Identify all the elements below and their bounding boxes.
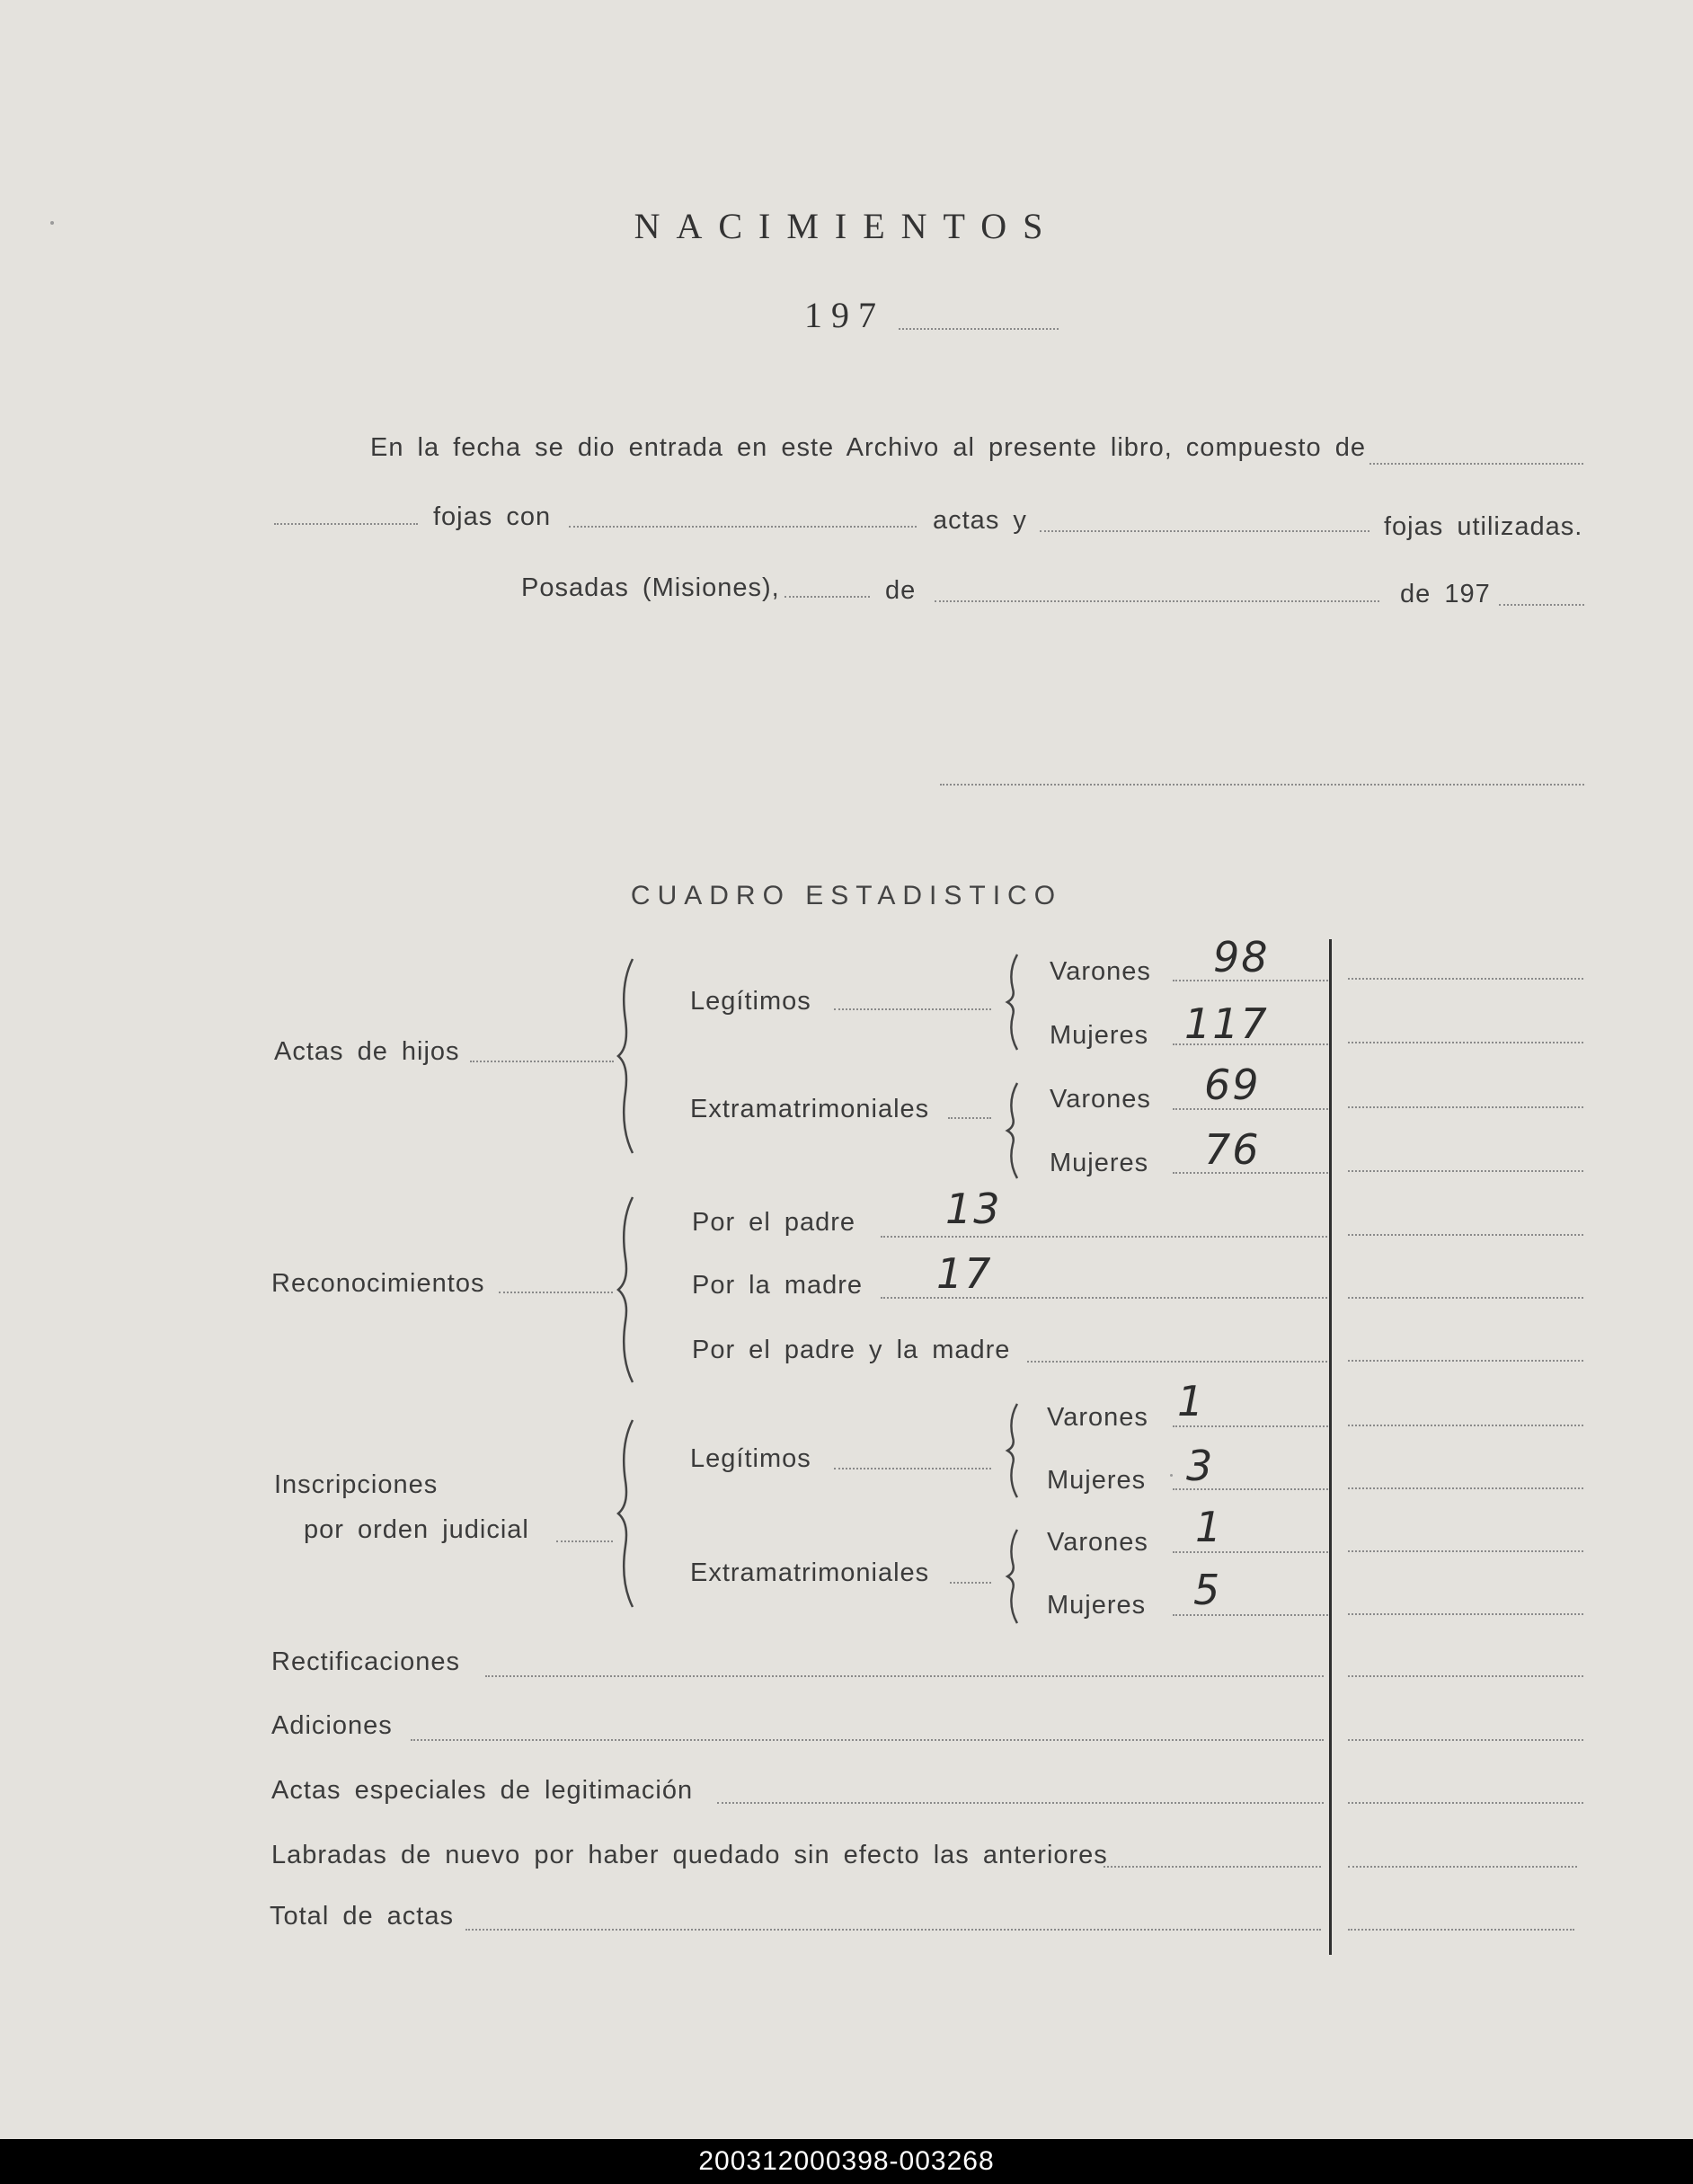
- mujeres-label: Mujeres: [1050, 1021, 1149, 1050]
- cuadro-title: CUADRO ESTADISTICO: [630, 881, 1063, 910]
- right-line-4: [1348, 1170, 1583, 1172]
- dots-total: [465, 1929, 1321, 1931]
- varones-inscr-label: Varones: [1047, 1403, 1148, 1432]
- legitimos-mujeres-value: 117: [1184, 999, 1269, 1048]
- dots-em: [1173, 1172, 1328, 1174]
- mujeres-label-2: Mujeres: [1050, 1149, 1149, 1177]
- brace-extra-hijos: [1005, 1081, 1023, 1180]
- right-line-15: [1348, 1866, 1577, 1868]
- extra-mujeres-value: 76: [1204, 1125, 1261, 1174]
- actas-y-label: actas y: [933, 506, 1027, 535]
- de-197-label: de 197: [1400, 580, 1491, 608]
- blank-fojas: [274, 523, 418, 525]
- varones-inscr-label-2: Varones: [1047, 1528, 1148, 1557]
- brace-reconocimientos: [615, 1195, 642, 1384]
- right-line-14: [1348, 1802, 1583, 1804]
- inscr-legitimos-mujeres-value: 3: [1186, 1442, 1215, 1490]
- right-line-9: [1348, 1487, 1583, 1489]
- brace-extra-inscr: [1005, 1528, 1023, 1625]
- dots-ambos: [1027, 1361, 1327, 1363]
- right-line-12: [1348, 1675, 1583, 1677]
- right-line-16: [1348, 1929, 1574, 1931]
- paper-speck: [1170, 1474, 1173, 1477]
- right-line-6: [1348, 1297, 1583, 1299]
- de-label: de: [885, 576, 917, 605]
- blank-month: [935, 600, 1379, 602]
- inscr-extra-mujeres-value: 5: [1193, 1566, 1222, 1614]
- right-line-5: [1348, 1234, 1583, 1236]
- image-id-bar: 200312000398-003268: [0, 2139, 1693, 2184]
- right-line-8: [1348, 1425, 1583, 1426]
- right-line-2: [1348, 1042, 1583, 1043]
- por-el-padre-value: 13: [945, 1185, 1002, 1233]
- right-line-3: [1348, 1106, 1583, 1108]
- dots-ilm: [1173, 1488, 1328, 1490]
- dots-legitimos: [834, 1008, 991, 1010]
- varones-label: Varones: [1050, 957, 1151, 986]
- por-ambos-label: Por el padre y la madre: [692, 1336, 1011, 1364]
- right-line-10: [1348, 1550, 1583, 1552]
- dots-extra-inscr: [950, 1582, 991, 1584]
- dots-extramatrimoniales: [948, 1117, 991, 1119]
- dots-lv: [1173, 980, 1328, 981]
- dots-actas-hijos: [470, 1061, 614, 1062]
- por-la-madre-label: Por la madre: [692, 1271, 864, 1300]
- actas-especiales-label: Actas especiales de legitimación: [271, 1776, 694, 1805]
- right-line-13: [1348, 1739, 1583, 1741]
- brace-actas-de-hijos: [615, 957, 642, 1155]
- year-label: 197: [804, 295, 885, 335]
- blank-actas: [569, 526, 917, 528]
- dots-lm: [1173, 1043, 1328, 1045]
- adiciones-label: Adiciones: [271, 1711, 393, 1740]
- extramatrimoniales-inscr-label: Extramatrimoniales: [690, 1558, 930, 1587]
- legitimos-inscr-label: Legítimos: [690, 1444, 811, 1473]
- reconocimientos-label: Reconocimientos: [271, 1269, 485, 1298]
- intro-line-1: En la fecha se dio entrada en este Archivo al presente libro, compuesto de: [370, 433, 1366, 462]
- por-orden-judicial-label: por orden judicial: [304, 1515, 529, 1544]
- year-blank: [899, 328, 1059, 330]
- dots-labradas: [1104, 1866, 1321, 1868]
- brace-inscripciones: [615, 1418, 642, 1609]
- dots-ilv: [1173, 1425, 1328, 1427]
- legitimos-varones-value: 98: [1213, 933, 1270, 981]
- fojas-con-label: fojas con: [433, 502, 552, 531]
- rectificaciones-label: Rectificaciones: [271, 1647, 461, 1676]
- varones-label-2: Varones: [1050, 1085, 1151, 1114]
- inscr-legitimos-varones-value: 1: [1177, 1377, 1206, 1425]
- extramatrimoniales-label: Extramatrimoniales: [690, 1095, 930, 1123]
- total-label: Total de actas: [270, 1902, 454, 1931]
- right-line-11: [1348, 1613, 1583, 1615]
- dots-adiciones: [411, 1739, 1324, 1741]
- dots-padre: [881, 1236, 1327, 1238]
- extra-varones-value: 69: [1204, 1061, 1261, 1109]
- dots-actas-especiales: [717, 1802, 1324, 1804]
- posadas-label: Posadas (Misiones),: [521, 573, 780, 602]
- document-title: NACIMIENTOS: [634, 206, 1059, 246]
- right-line-1: [1348, 978, 1583, 980]
- column-divider: [1329, 939, 1332, 1955]
- inscripciones-label: Inscripciones: [274, 1470, 439, 1499]
- signature-line: [940, 784, 1584, 786]
- mujeres-inscr-label: Mujeres: [1047, 1466, 1147, 1495]
- brace-legitimos-hijos: [1005, 953, 1023, 1052]
- dots-ev: [1173, 1108, 1328, 1110]
- blank-utilizadas: [1040, 530, 1369, 532]
- actas-de-hijos-label: Actas de hijos: [274, 1037, 460, 1066]
- right-line-7: [1348, 1360, 1583, 1362]
- dots-iev: [1173, 1551, 1328, 1553]
- dots-reconocimientos: [499, 1292, 613, 1293]
- blank-day: [784, 596, 870, 598]
- legitimos-label: Legítimos: [690, 987, 811, 1016]
- inscr-extra-varones-value: 1: [1195, 1503, 1224, 1551]
- brace-legitimos-inscr: [1005, 1402, 1023, 1499]
- dots-legitimos-inscr: [834, 1468, 991, 1469]
- dots-madre: [881, 1297, 1327, 1299]
- dots-rectificaciones: [485, 1675, 1324, 1677]
- blank-compuesto: [1369, 463, 1583, 465]
- dots-iem: [1173, 1614, 1328, 1616]
- por-la-madre-value: 17: [936, 1249, 993, 1298]
- paper-speck: [50, 221, 54, 225]
- por-el-padre-label: Por el padre: [692, 1208, 855, 1237]
- dots-inscripciones: [556, 1540, 613, 1542]
- labradas-label: Labradas de nuevo por haber quedado sin efecto las anteriores: [271, 1841, 1108, 1869]
- blank-year-end: [1499, 604, 1584, 606]
- mujeres-inscr-label-2: Mujeres: [1047, 1591, 1147, 1620]
- fojas-utilizadas-label: fojas utilizadas.: [1384, 512, 1583, 541]
